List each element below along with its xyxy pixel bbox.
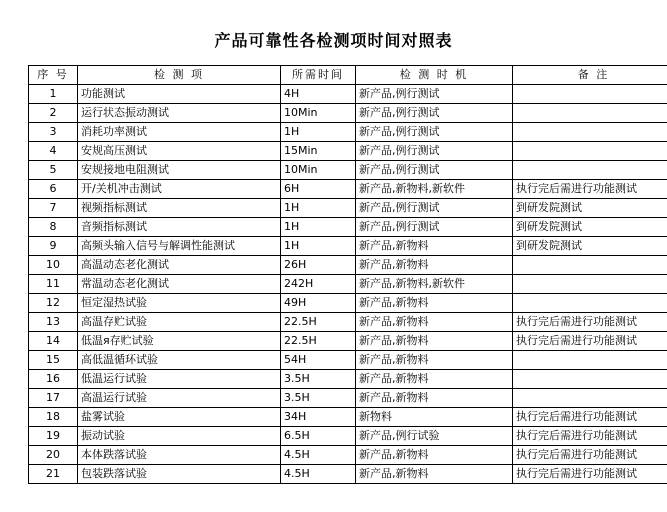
cell-when: 新产品,新物料 — [356, 294, 513, 313]
cell-when: 新产品,新物料 — [356, 237, 513, 256]
table-row — [29, 294, 667, 313]
cell-when: 新产品,例行测试 — [356, 123, 513, 142]
cell-note: 执行完后需进行功能测试 — [513, 465, 667, 484]
cell-when: 新产品,例行测试 — [356, 161, 513, 180]
cell-item: 常温动态老化测试 — [78, 275, 281, 294]
cell-when: 新产品,新物料 — [356, 332, 513, 351]
cell-item: 安规高压测试 — [78, 142, 281, 161]
cell-item: 低温я存贮试验 — [78, 332, 281, 351]
cell-time: 10Min — [281, 161, 356, 180]
cell-item: 高频头输入信号与解调性能测试 — [78, 237, 281, 256]
cell-item: 高温运行试验 — [78, 389, 281, 408]
cell-no: 14 — [29, 332, 78, 351]
cell-when: 新产品,例行测试 — [356, 199, 513, 218]
table-row — [29, 465, 667, 484]
table-row — [29, 427, 667, 446]
table-row — [29, 446, 667, 465]
cell-time: 4.5H — [281, 446, 356, 465]
table-row — [29, 351, 667, 370]
table-row — [29, 104, 667, 123]
cell-item: 高温动态老化测试 — [78, 256, 281, 275]
cell-time: 54H — [281, 351, 356, 370]
cell-when: 新产品,例行测试 — [356, 142, 513, 161]
cell-when: 新产品,例行测试 — [356, 85, 513, 104]
cell-no: 9 — [29, 237, 78, 256]
cell-when: 新物料 — [356, 408, 513, 427]
cell-no: 1 — [29, 85, 78, 104]
cell-no: 5 — [29, 161, 78, 180]
cell-time: 3.5H — [281, 370, 356, 389]
cell-note: 到研发院测试 — [513, 199, 667, 218]
cell-time: 4H — [281, 85, 356, 104]
cell-no: 20 — [29, 446, 78, 465]
cell-no: 18 — [29, 408, 78, 427]
cell-time: 34H — [281, 408, 356, 427]
table-row — [29, 161, 667, 180]
cell-note: 到研发院测试 — [513, 237, 667, 256]
cell-no: 2 — [29, 104, 78, 123]
cell-when: 新产品,新物料 — [356, 256, 513, 275]
cell-note — [513, 123, 667, 142]
table-header-row — [29, 66, 667, 85]
cell-when: 新产品,新物料,新软件 — [356, 275, 513, 294]
table-row — [29, 389, 667, 408]
cell-time: 26H — [281, 256, 356, 275]
cell-note — [513, 351, 667, 370]
table-row — [29, 123, 667, 142]
cell-item: 本体跌落试验 — [78, 446, 281, 465]
cell-when: 新产品,新物料 — [356, 389, 513, 408]
cell-time: 10Min — [281, 104, 356, 123]
cell-note — [513, 161, 667, 180]
cell-item: 视频指标测试 — [78, 199, 281, 218]
column-header-no: 序 号 — [29, 66, 78, 85]
cell-time: 4.5H — [281, 465, 356, 484]
cell-item: 盐雾试验 — [78, 408, 281, 427]
table-row — [29, 199, 667, 218]
cell-item: 开/关机冲击测试 — [78, 180, 281, 199]
column-header-item: 检 测 项 — [78, 66, 281, 85]
cell-time: 242H — [281, 275, 356, 294]
cell-no: 3 — [29, 123, 78, 142]
cell-when: 新产品,新物料,新软件 — [356, 180, 513, 199]
cell-item: 振动试验 — [78, 427, 281, 446]
cell-item: 安规接地电阻测试 — [78, 161, 281, 180]
cell-item: 低温运行试验 — [78, 370, 281, 389]
cell-when: 新产品,新物料 — [356, 446, 513, 465]
cell-when: 新产品,新物料 — [356, 351, 513, 370]
cell-no: 12 — [29, 294, 78, 313]
cell-item: 消耗功率测试 — [78, 123, 281, 142]
cell-note — [513, 389, 667, 408]
page-title: 产品可靠性各检测项时间对照表 — [0, 28, 667, 51]
cell-item: 音频指标测试 — [78, 218, 281, 237]
table-row — [29, 408, 667, 427]
document-page — [0, 28, 667, 512]
cell-item: 运行状态振动测试 — [78, 104, 281, 123]
cell-item: 包装跌落试验 — [78, 465, 281, 484]
reliability-test-time-table — [28, 65, 667, 484]
cell-no: 17 — [29, 389, 78, 408]
cell-item: 功能测试 — [78, 85, 281, 104]
cell-when: 新产品,例行测试 — [356, 104, 513, 123]
cell-note: 执行完后需进行功能测试 — [513, 332, 667, 351]
cell-time: 22.5H — [281, 332, 356, 351]
cell-time: 1H — [281, 123, 356, 142]
cell-note — [513, 142, 667, 161]
cell-no: 8 — [29, 218, 78, 237]
column-header-when: 检 测 时 机 — [356, 66, 513, 85]
cell-no: 16 — [29, 370, 78, 389]
cell-note — [513, 256, 667, 275]
table-header — [29, 66, 667, 85]
table-row — [29, 85, 667, 104]
cell-note — [513, 104, 667, 123]
cell-note: 到研发院测试 — [513, 218, 667, 237]
table-row — [29, 313, 667, 332]
cell-note — [513, 370, 667, 389]
table-row — [29, 275, 667, 294]
cell-no: 7 — [29, 199, 78, 218]
table-row — [29, 180, 667, 199]
cell-time: 1H — [281, 199, 356, 218]
table-row — [29, 332, 667, 351]
cell-note: 执行完后需进行功能测试 — [513, 446, 667, 465]
cell-when: 新产品,新物料 — [356, 370, 513, 389]
cell-no: 11 — [29, 275, 78, 294]
cell-no: 13 — [29, 313, 78, 332]
cell-time: 1H — [281, 237, 356, 256]
cell-item: 高低温循环试验 — [78, 351, 281, 370]
cell-item: 高温存贮试验 — [78, 313, 281, 332]
cell-time: 15Min — [281, 142, 356, 161]
cell-note: 执行完后需进行功能测试 — [513, 427, 667, 446]
cell-note: 执行完后需进行功能测试 — [513, 408, 667, 427]
cell-item: 恒定湿热试验 — [78, 294, 281, 313]
cell-time: 22.5H — [281, 313, 356, 332]
table-row — [29, 370, 667, 389]
cell-no: 6 — [29, 180, 78, 199]
column-header-time: 所需时间 — [281, 66, 356, 85]
cell-time: 3.5H — [281, 389, 356, 408]
table-container — [0, 65, 667, 484]
cell-no: 4 — [29, 142, 78, 161]
cell-time: 6.5H — [281, 427, 356, 446]
cell-note: 执行完后需进行功能测试 — [513, 313, 667, 332]
cell-note — [513, 85, 667, 104]
cell-time: 1H — [281, 218, 356, 237]
table-row — [29, 142, 667, 161]
cell-no: 19 — [29, 427, 78, 446]
cell-note — [513, 275, 667, 294]
table-row — [29, 256, 667, 275]
cell-no: 10 — [29, 256, 78, 275]
column-header-note: 备 注 — [513, 66, 667, 85]
cell-time: 49H — [281, 294, 356, 313]
cell-when: 新产品,例行试验 — [356, 427, 513, 446]
table-row — [29, 237, 667, 256]
cell-note — [513, 294, 667, 313]
table-body — [29, 85, 667, 484]
cell-note: 执行完后需进行功能测试 — [513, 180, 667, 199]
cell-when: 新产品,新物料 — [356, 465, 513, 484]
cell-when: 新产品,新物料 — [356, 313, 513, 332]
table-row — [29, 218, 667, 237]
cell-when: 新产品,例行测试 — [356, 218, 513, 237]
cell-no: 21 — [29, 465, 78, 484]
cell-no: 15 — [29, 351, 78, 370]
cell-time: 6H — [281, 180, 356, 199]
